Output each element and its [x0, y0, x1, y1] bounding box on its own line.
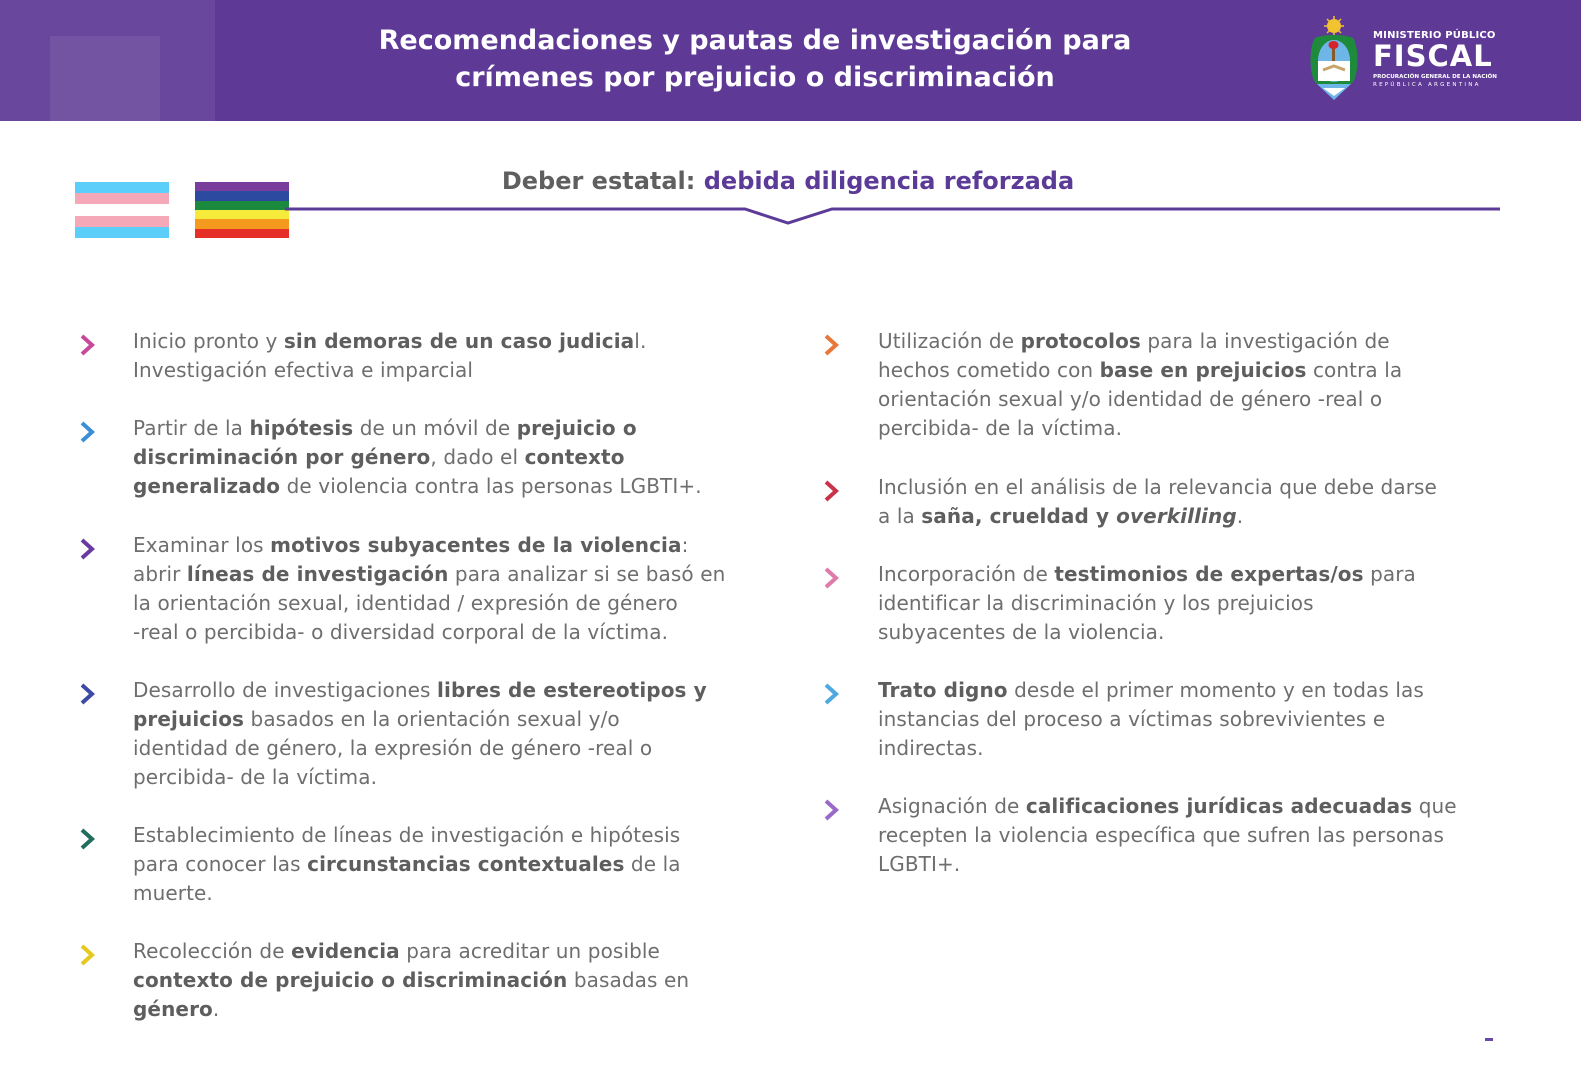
item-text-run: basadas en: [567, 968, 690, 992]
chevron-right-icon: [822, 334, 840, 356]
item-text-run: de un móvil de: [353, 416, 517, 440]
item-text-run: de la: [624, 852, 681, 876]
item-text-bold: discriminación por género: [133, 445, 431, 469]
item-text-run: Investigación efectiva e imparcial: [133, 358, 474, 382]
chevron-right-icon: [822, 683, 840, 705]
item-text-run: Inclusión en el análisis de la relevancia que debe darse: [878, 475, 1437, 499]
transgender-flag-stripe: [75, 193, 169, 204]
recommendation-item: [133, 676, 773, 792]
item-text-bold: Trato digno: [878, 678, 1008, 702]
section-divider-line: [285, 205, 1500, 229]
item-text-run: desde el primer momento y en todas las: [1007, 678, 1424, 702]
rainbow-flag: [195, 182, 289, 238]
logo-line: REPÚBLICA ARGENTINA: [1373, 82, 1481, 88]
recommendation-item: [878, 792, 1518, 879]
recommendation-item: [133, 531, 773, 647]
item-text-run: contra la: [1306, 358, 1403, 382]
ministerio-publico-fiscal-logo: [1305, 16, 1515, 102]
item-text-run: instancias del proceso a víctimas sobrevivientes e: [878, 707, 1386, 731]
section-title-accent: debida diligencia reforzada: [703, 167, 1075, 195]
page-title: [250, 22, 1260, 96]
item-text-run: para analizar si se basó en: [448, 562, 726, 586]
item-text-run: Desarrollo de investigaciones: [133, 678, 438, 702]
item-text-run: Partir de la: [133, 416, 250, 440]
item-text-bold: género: [133, 997, 213, 1021]
item-text-bold: libres de estereotipos y: [437, 678, 707, 702]
logo-wordmark: FISCAL: [1373, 39, 1493, 73]
item-text-run: l.: [634, 329, 647, 353]
item-text-run: Examinar los: [133, 533, 271, 557]
rainbow-flag-stripe: [195, 201, 289, 210]
recommendation-item: [133, 821, 773, 908]
item-text-run: subyacentes de la violencia.: [878, 620, 1165, 644]
chevron-right-icon: [78, 538, 96, 560]
transgender-flag-stripe: [75, 227, 169, 238]
chevron-right-icon: [78, 944, 96, 966]
item-text-bold: protocolos: [1020, 329, 1141, 353]
recommendation-item: [878, 676, 1518, 763]
recommendation-item: [133, 937, 773, 1024]
item-text-run: identidad de género, la expresión de género -real o: [133, 736, 653, 760]
item-text-run: .: [212, 997, 220, 1021]
chevron-right-icon: [78, 683, 96, 705]
item-text-bold: base en prejuicios: [1099, 358, 1307, 382]
chevron-right-icon: [822, 567, 840, 589]
item-text-bold: prejuicios: [133, 707, 245, 731]
page-marker: [1485, 1038, 1493, 1041]
item-text-run: la orientación sexual, identidad / expresión de género: [133, 591, 678, 615]
logo-text: [1373, 30, 1497, 88]
item-text-run: Inicio pronto y: [133, 329, 284, 353]
transgender-flag-stripe: [75, 204, 169, 215]
item-text-bold: contexto: [524, 445, 625, 469]
item-text-run: a la: [878, 504, 922, 528]
chevron-right-icon: [822, 799, 840, 821]
rainbow-flag-stripe: [195, 182, 289, 191]
item-text-run: :: [681, 533, 689, 557]
recommendation-item: [878, 560, 1518, 647]
item-text-run: percibida- de la víctima.: [878, 416, 1123, 440]
item-text-run: muerte.: [133, 881, 213, 905]
item-text-run: Asignación de: [878, 794, 1026, 818]
recommendation-item: [878, 327, 1518, 443]
page-title-line: Recomendaciones y pautas de investigación para: [378, 25, 1132, 56]
rainbow-flag-stripe: [195, 191, 289, 200]
item-text-bold: circunstancias contextuales: [307, 852, 625, 876]
chevron-right-icon: [78, 828, 96, 850]
item-text-run: Utilización de: [878, 329, 1021, 353]
rainbow-flag-stripe: [195, 229, 289, 238]
argentina-coat-of-arms-icon: [1305, 16, 1363, 102]
item-text-run: percibida- de la víctima.: [133, 765, 378, 789]
item-text-run: , dado el: [430, 445, 525, 469]
item-text-run: de violencia contra las personas LGBTI+.: [280, 474, 702, 498]
item-text-run: Recolección de: [133, 939, 292, 963]
item-text-bold: evidencia: [291, 939, 400, 963]
item-text-bold-italic: overkilling: [1116, 504, 1237, 528]
item-text-run: identificar la discriminación y los prejuicios: [878, 591, 1314, 615]
transgender-flag-stripe: [75, 216, 169, 227]
transgender-flag-stripe: [75, 182, 169, 193]
item-text-bold: contexto de prejuicio o discriminación: [133, 968, 568, 992]
item-text-bold: testimonios de expertas/os: [1054, 562, 1364, 586]
item-text-bold: saña, crueldad y: [921, 504, 1117, 528]
recommendation-item: [878, 473, 1518, 531]
item-text-bold: prejuicio o: [516, 416, 637, 440]
item-text-run: abrir: [133, 562, 187, 586]
item-text-run: basados en la orientación sexual y/o: [244, 707, 620, 731]
item-text-bold: generalizado: [133, 474, 281, 498]
item-text-run: para conocer las: [133, 852, 308, 876]
item-text-run: indirectas.: [878, 736, 984, 760]
recommendation-item: [133, 414, 773, 501]
header-banner: [0, 0, 1581, 121]
item-text-run: orientación sexual y/o identidad de género -real o: [878, 387, 1383, 411]
page-title-line: crímenes por prejuicio o discriminación: [455, 62, 1055, 93]
item-text-run: para la investigación de: [1140, 329, 1390, 353]
item-text-run: hechos cometido con: [878, 358, 1100, 382]
item-text-bold: hipótesis: [249, 416, 354, 440]
item-text-run: Establecimiento de líneas de investigación e hipótesis: [133, 823, 681, 847]
item-text-run: para: [1363, 562, 1416, 586]
transgender-flag: [75, 182, 169, 238]
item-text-run: Incorporación de: [878, 562, 1055, 586]
item-text-run: para acreditar un posible: [399, 939, 660, 963]
item-text-run: -real o percibida- o diversidad corporal de la víctima.: [133, 620, 669, 644]
item-text-run: que: [1412, 794, 1457, 818]
item-text-bold: sin demoras de un caso judicia: [283, 329, 635, 353]
chevron-right-icon: [78, 421, 96, 443]
rainbow-flag-stripe: [195, 219, 289, 228]
item-text-bold: calificaciones jurídicas adecuadas: [1025, 794, 1413, 818]
item-text-bold: líneas de investigación: [186, 562, 449, 586]
recommendation-item: [133, 327, 773, 385]
item-text-run: .: [1236, 504, 1244, 528]
item-text-run: LGBTI+.: [878, 852, 961, 876]
section-title: [300, 166, 1276, 196]
chevron-right-icon: [822, 480, 840, 502]
header-decoration: [50, 36, 160, 121]
logo-line: MINISTERIO PÚBLICO: [1373, 30, 1496, 41]
chevron-right-icon: [78, 334, 96, 356]
section-title-prefix: Deber estatal:: [501, 167, 696, 195]
rainbow-flag-stripe: [195, 210, 289, 219]
logo-line: PROCURACIÓN GENERAL DE LA NACIÓN: [1373, 74, 1497, 80]
item-text-run: recepten la violencia específica que sufren las personas: [878, 823, 1444, 847]
item-text-bold: motivos subyacentes de la violencia: [270, 533, 682, 557]
